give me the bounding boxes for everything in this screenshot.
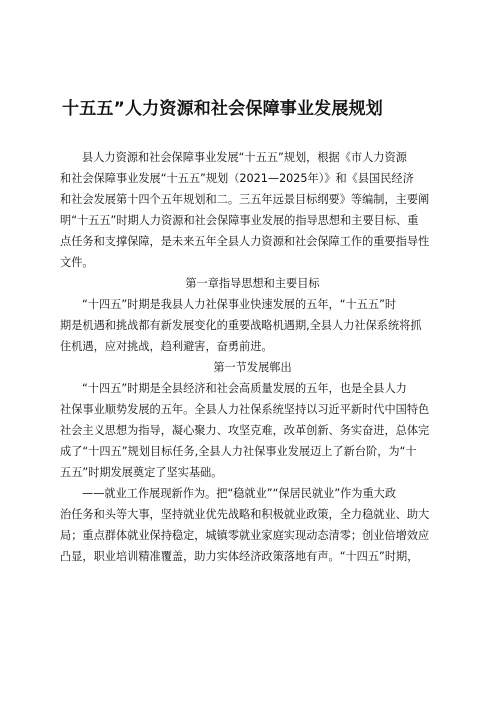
intro-line: 文件。: [60, 256, 94, 269]
intro-line: 点任务和支撑保障，是未来五年全县人力资源和社会保障工作的重要指导性: [60, 235, 430, 248]
intro-line: 明“十五五”时期人力资源和社会保障事业发展的指导思想和主要目标、重: [60, 214, 419, 227]
intro-line: 和社会发展第十四个五年规划和二。三五年远景目标纲要》等编制，主要阐: [60, 193, 430, 206]
intro-paragraph: [60, 147, 445, 168]
employment-paragraph: [60, 483, 445, 567]
section-heading: 第一节发展郸出: [213, 361, 292, 374]
intro-line: 县人力资源和社会保障事业发展“十五五”规划，根据《市人力资源: [82, 151, 407, 164]
section-line: “十四五”时期是全县经济和社会高质量发展的五年，也是全县人力: [82, 382, 407, 395]
employment-line: 凸显，职业培训精准覆盖，助力实体经济政策落地有声。“十四五”时期，: [60, 550, 419, 563]
chapter-line: 住机遇，应对挑战，趋利避害，奋勇前进。: [60, 340, 273, 353]
chapter-line: “十四五”时期是我县人力社保事业快速发展的五年，“十五五”时: [82, 298, 397, 311]
employment-line: 治任务和头等大事，坚持就业优先战略和积极就业政策，全力稳就业、助大: [60, 508, 430, 521]
section-line: 社保事业顺势发展的五年。全县人力社保系统坚持以习近平新时代中国特色: [60, 403, 430, 416]
intro-line: 和社会保障事业发展“十五五”规划（2021—2025年）》和《县国民经济: [60, 172, 414, 185]
employment-line: 局；重点群体就业保持稳定，城镇零就业家庭实现动态清零；创业倍增效应: [60, 529, 430, 542]
document-body: [60, 147, 445, 567]
chapter-paragraph: [60, 294, 445, 357]
section-line: 五五”时期发展奠定了坚实基础。: [60, 466, 223, 479]
section-paragraph: [60, 378, 445, 483]
intro-paragraph-cont: [60, 168, 445, 273]
document-title: 十五五”人力资源和社会保障事业发展规划: [62, 99, 383, 119]
section-line: 社会主义思想为指导，凝心聚力、攻坚克难，改革创新、务实奋进，总体完: [60, 424, 430, 437]
chapter-line: 期是机遇和挑战都有新发展变化的重要战略机遇期,全县人力社保系统将抓: [60, 319, 422, 332]
section-line: 成了“十四五”规划目标任务,全县人力社保事业发展迈上了新台阶，为“十: [60, 445, 417, 458]
employment-line: ——就业工作展现新作为。把“稳就业”“保居民就业”作为重大政: [82, 487, 397, 500]
chapter-heading: 第一章指导思想和主要目标: [185, 277, 320, 290]
